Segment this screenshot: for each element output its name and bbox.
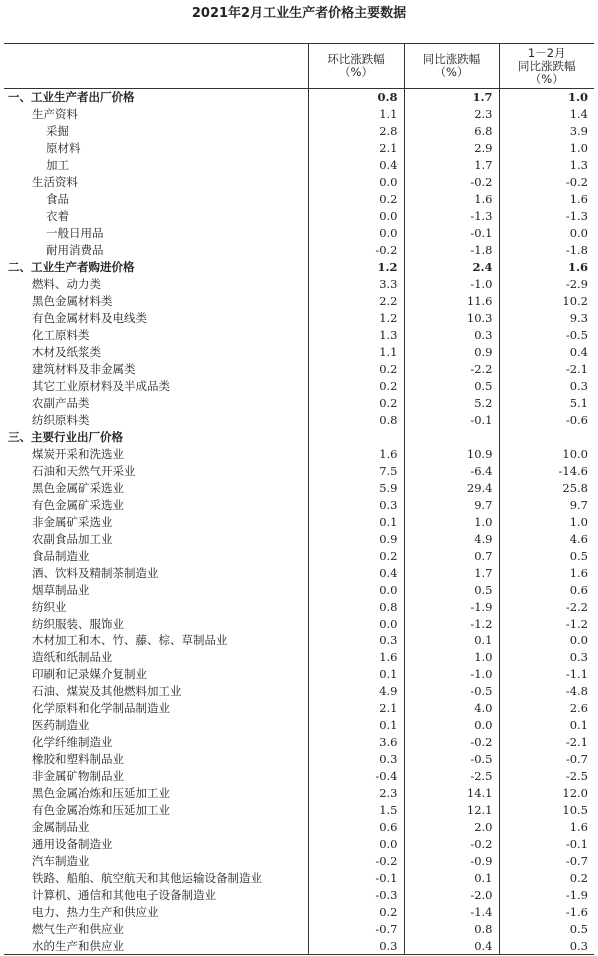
yoy-value: 10.9 [404, 445, 499, 462]
row-label: 煤炭开采和洗选业 [32, 446, 124, 461]
price-data-table [4, 43, 594, 955]
yoy-value: 2.9 [404, 140, 499, 157]
mom-value: 4.9 [308, 683, 404, 700]
mom-value: 1.3 [308, 327, 404, 344]
row-label: 二、工业生产者购进价格 [8, 260, 135, 275]
ytd-value: -2.2 [499, 598, 594, 615]
row-label: 生产资料 [32, 107, 78, 122]
yoy-value: 0.5 [404, 581, 499, 598]
ytd-value: -14.6 [499, 462, 594, 479]
yoy-value: 0.1 [404, 870, 499, 887]
yoy-value: 0.0 [404, 717, 499, 734]
row-label: 烟草制品业 [32, 582, 90, 597]
mom-value: 0.8 [308, 598, 404, 615]
row-label: 三、主要行业出厂价格 [8, 429, 123, 444]
table-row [4, 700, 594, 717]
yoy-value: 29.4 [404, 479, 499, 496]
mom-value: 7.5 [308, 462, 404, 479]
yoy-value: 11.6 [404, 293, 499, 310]
ytd-value: 0.0 [499, 225, 594, 242]
yoy-value: -2.5 [404, 768, 499, 785]
mom-value: 0.8 [308, 411, 404, 428]
ytd-value: 1.0 [499, 513, 594, 530]
yoy-value: 4.0 [404, 700, 499, 717]
table-row [4, 547, 594, 564]
header-ytd [499, 44, 594, 89]
ytd-value: 1.0 [499, 140, 594, 157]
header-ytd-line1: 1－2月 [527, 45, 566, 60]
page-title: 2021年2月工业生产者价格主要数据 [191, 6, 407, 21]
mom-value: 1.2 [308, 310, 404, 327]
table-row [4, 157, 594, 174]
row-label: 计算机、通信和其他电子设备制造业 [32, 888, 216, 903]
row-label: 一、工业生产者出厂价格 [8, 90, 135, 105]
row-label: 有色金属材料及电线类 [32, 311, 147, 326]
ytd-value: 1.6 [499, 259, 594, 276]
table-row [4, 887, 594, 904]
header-ytd-line2: 同比涨跌幅 [518, 58, 576, 73]
row-label: 纺织业 [32, 599, 67, 614]
row-label: 建筑材料及非金属类 [32, 361, 136, 376]
ytd-value: 1.4 [499, 106, 594, 123]
mom-value: 3.6 [308, 734, 404, 751]
row-label: 农副食品加工业 [32, 531, 113, 546]
row-label: 采掘 [46, 124, 69, 139]
ytd-value: -0.7 [499, 751, 594, 768]
ytd-value: 0.4 [499, 344, 594, 361]
row-label: 石油和天然气开采业 [32, 463, 136, 478]
yoy-value: -6.4 [404, 462, 499, 479]
ytd-value: -0.7 [499, 853, 594, 870]
table-body [4, 89, 594, 955]
table-row [4, 785, 594, 802]
mom-value [308, 428, 404, 445]
table-row [4, 581, 594, 598]
row-label: 酒、饮料及精制茶制造业 [32, 565, 159, 580]
row-label: 化学纤维制造业 [32, 735, 113, 750]
mom-value: 0.3 [308, 496, 404, 513]
yoy-value: 9.7 [404, 496, 499, 513]
mom-value: 1.1 [308, 106, 404, 123]
mom-value: -0.2 [308, 853, 404, 870]
table-row [4, 598, 594, 615]
row-label: 木材及纸浆类 [32, 345, 101, 360]
ytd-value: -0.5 [499, 327, 594, 344]
row-label: 有色金属冶炼和压延加工业 [32, 803, 170, 818]
table-row [4, 276, 594, 293]
mom-value: 0.1 [308, 666, 404, 683]
table-row [4, 836, 594, 853]
mom-value: 1.5 [308, 802, 404, 819]
table-row [4, 310, 594, 327]
row-label: 纺织原料类 [32, 412, 90, 427]
yoy-value: -1.8 [404, 242, 499, 259]
mom-value: -0.4 [308, 768, 404, 785]
yoy-value: -1.4 [404, 904, 499, 921]
yoy-value: 2.3 [404, 106, 499, 123]
table-row [4, 564, 594, 581]
row-label: 金属制品业 [32, 820, 90, 835]
table-row [4, 242, 594, 259]
table-row [4, 683, 594, 700]
row-label: 橡胶和塑料制品业 [32, 752, 124, 767]
yoy-value: 5.2 [404, 394, 499, 411]
mom-value: 0.2 [308, 547, 404, 564]
row-label: 有色金属矿采选业 [32, 497, 124, 512]
table-row [4, 853, 594, 870]
yoy-value: -1.0 [404, 276, 499, 293]
ytd-value: 10.2 [499, 293, 594, 310]
ytd-value: 12.0 [499, 785, 594, 802]
yoy-value: -0.1 [404, 225, 499, 242]
yoy-value: -1.9 [404, 598, 499, 615]
header-mom [308, 44, 404, 89]
ytd-value: 0.5 [499, 547, 594, 564]
row-label: 黑色金属冶炼和压延加工业 [32, 786, 170, 801]
mom-value: 0.1 [308, 717, 404, 734]
ytd-value: 0.2 [499, 870, 594, 887]
row-label: 黑色金属材料类 [32, 294, 113, 309]
row-label: 造纸和纸制品业 [32, 650, 113, 665]
row-label: 电力、热力生产和供应业 [32, 904, 159, 919]
mom-value: 0.4 [308, 564, 404, 581]
yoy-value: 2.4 [404, 259, 499, 276]
mom-value: 0.2 [308, 191, 404, 208]
mom-value: 0.2 [308, 361, 404, 378]
mom-value: 2.1 [308, 700, 404, 717]
ytd-value: -4.8 [499, 683, 594, 700]
yoy-value: 0.8 [404, 920, 499, 937]
row-label: 燃气生产和供应业 [32, 921, 124, 936]
yoy-value: 14.1 [404, 785, 499, 802]
ytd-value: -2.5 [499, 768, 594, 785]
table-row [4, 904, 594, 921]
ytd-value: -2.1 [499, 361, 594, 378]
header-item-name [4, 44, 308, 89]
row-label: 食品 [46, 192, 69, 207]
table-header-row [4, 44, 594, 89]
yoy-value: 4.9 [404, 530, 499, 547]
mom-value: 0.0 [308, 225, 404, 242]
ytd-value: 9.3 [499, 310, 594, 327]
yoy-value: 0.7 [404, 547, 499, 564]
row-label: 食品制造业 [32, 548, 90, 563]
ytd-value: 10.0 [499, 445, 594, 462]
table-row [4, 208, 594, 225]
ytd-value: 9.7 [499, 496, 594, 513]
ytd-value: 5.1 [499, 394, 594, 411]
mom-value: 3.3 [308, 276, 404, 293]
ytd-value: -1.6 [499, 904, 594, 921]
table-row [4, 462, 594, 479]
ytd-value: 1.6 [499, 191, 594, 208]
yoy-value: -0.2 [404, 174, 499, 191]
header-yoy-line1: 同比涨跌幅 [422, 52, 481, 66]
mom-value: 0.0 [308, 174, 404, 191]
table-row [4, 666, 594, 683]
mom-value: 0.3 [308, 937, 404, 954]
table-row [4, 327, 594, 344]
yoy-value: -0.5 [404, 683, 499, 700]
table-row [4, 768, 594, 785]
mom-value: 0.3 [308, 632, 404, 649]
mom-value: 0.0 [308, 581, 404, 598]
yoy-value: 0.1 [404, 632, 499, 649]
table-row [4, 751, 594, 768]
table-row [4, 734, 594, 751]
mom-value: 0.4 [308, 157, 404, 174]
mom-value: -0.1 [308, 870, 404, 887]
row-label: 农副产品类 [32, 395, 90, 410]
yoy-value: -0.2 [404, 836, 499, 853]
row-label: 其它工业原材料及半成品类 [32, 378, 170, 393]
yoy-value: 1.0 [404, 513, 499, 530]
table-row [4, 819, 594, 836]
row-label: 化工原料类 [32, 328, 90, 343]
mom-value: 0.8 [308, 89, 404, 106]
ytd-value: 1.6 [499, 564, 594, 581]
yoy-value: -1.3 [404, 208, 499, 225]
table-row [4, 123, 594, 140]
yoy-value: 6.8 [404, 123, 499, 140]
row-label: 原材料 [46, 141, 81, 156]
mom-value: 0.0 [308, 615, 404, 632]
ytd-value: -1.8 [499, 242, 594, 259]
yoy-value: 0.9 [404, 344, 499, 361]
table-row [4, 293, 594, 310]
row-label: 耐用消费品 [46, 243, 104, 258]
ytd-value: 0.0 [499, 632, 594, 649]
yoy-value: 0.3 [404, 327, 499, 344]
mom-value: 0.0 [308, 208, 404, 225]
mom-value: 2.3 [308, 785, 404, 802]
ytd-value: -2.1 [499, 734, 594, 751]
yoy-value: 10.3 [404, 310, 499, 327]
table-row [4, 106, 594, 123]
ytd-value: 4.6 [499, 530, 594, 547]
table-row [4, 496, 594, 513]
table-row [4, 870, 594, 887]
table-row [4, 140, 594, 157]
ytd-value: 0.3 [499, 377, 594, 394]
yoy-value: -0.2 [404, 734, 499, 751]
yoy-value [404, 428, 499, 445]
yoy-value: -0.9 [404, 853, 499, 870]
table-row [4, 649, 594, 666]
yoy-value: 2.0 [404, 819, 499, 836]
row-label: 印刷和记录媒介复制业 [32, 667, 147, 682]
mom-value: 0.3 [308, 751, 404, 768]
row-label: 衣着 [46, 209, 69, 224]
ytd-value: -1.9 [499, 887, 594, 904]
mom-value: 0.2 [308, 904, 404, 921]
table-row [4, 513, 594, 530]
header-yoy-line2: （%） [434, 65, 469, 79]
table-row [4, 479, 594, 496]
ytd-value: 10.5 [499, 802, 594, 819]
header-yoy [404, 44, 499, 89]
ytd-value: 0.6 [499, 581, 594, 598]
row-label: 水的生产和供应业 [4, 937, 308, 954]
mom-value: -0.7 [308, 920, 404, 937]
mom-value: 0.0 [308, 836, 404, 853]
yoy-value: -2.2 [404, 361, 499, 378]
ytd-value: -0.2 [499, 174, 594, 191]
ytd-value: 1.3 [499, 157, 594, 174]
mom-value: 2.8 [308, 123, 404, 140]
ytd-value: -2.9 [499, 276, 594, 293]
header-ytd-line3: （%） [529, 71, 564, 86]
table-row [4, 361, 594, 378]
row-label: 化学原料和化学制品制造业 [32, 701, 170, 716]
yoy-value: -1.2 [404, 615, 499, 632]
table-row [4, 937, 594, 954]
ytd-value: -0.6 [499, 411, 594, 428]
mom-value: -0.3 [308, 887, 404, 904]
yoy-value: -2.0 [404, 887, 499, 904]
yoy-value: 12.1 [404, 802, 499, 819]
mom-value: 0.2 [308, 377, 404, 394]
table-row [4, 174, 594, 191]
table-row [4, 632, 594, 649]
yoy-value: 1.0 [404, 649, 499, 666]
mom-value: 0.6 [308, 819, 404, 836]
table-row [4, 445, 594, 462]
table-row [4, 717, 594, 734]
row-label: 黑色金属矿采选业 [32, 480, 124, 495]
row-label: 燃料、动力类 [32, 277, 101, 292]
ytd-value: 0.3 [499, 649, 594, 666]
mom-value: 2.1 [308, 140, 404, 157]
mom-value: 1.1 [308, 344, 404, 361]
row-label: 非金属矿物制品业 [32, 769, 124, 784]
mom-value: 1.2 [308, 259, 404, 276]
ytd-value: 25.8 [499, 479, 594, 496]
row-label: 通用设备制造业 [32, 837, 113, 852]
ytd-value: 0.1 [499, 717, 594, 734]
table-row [4, 377, 594, 394]
ytd-value: 3.9 [499, 123, 594, 140]
row-label: 生活资料 [32, 175, 78, 190]
mom-value: 2.2 [308, 293, 404, 310]
row-label: 非金属矿采选业 [32, 514, 113, 529]
header-mom-line1: 环比涨跌幅 [327, 52, 385, 66]
section-row [4, 259, 594, 276]
yoy-value: -0.1 [404, 411, 499, 428]
ytd-value: 0.5 [499, 920, 594, 937]
row-label: 纺织服装、服饰业 [32, 616, 124, 631]
ytd-value: -0.1 [499, 836, 594, 853]
mom-value: 5.9 [308, 479, 404, 496]
ytd-value: -1.3 [499, 208, 594, 225]
yoy-value: 1.7 [404, 157, 499, 174]
yoy-value: 0.4 [404, 937, 499, 954]
yoy-value: 1.7 [404, 89, 499, 106]
ytd-value [499, 428, 594, 445]
mom-value: -0.2 [308, 242, 404, 259]
row-label: 一般日用品 [46, 226, 104, 241]
section-row [4, 428, 594, 445]
mom-value: 0.1 [308, 513, 404, 530]
ytd-value: -1.1 [499, 666, 594, 683]
ytd-value: -1.2 [499, 615, 594, 632]
table-row [4, 411, 594, 428]
ytd-value: 1.6 [499, 819, 594, 836]
yoy-value: 0.5 [404, 377, 499, 394]
table-row [4, 225, 594, 242]
mom-value: 1.6 [308, 649, 404, 666]
row-label: 铁路、船舶、航空航天和其他运输设备制造业 [32, 871, 262, 886]
ytd-value: 0.3 [499, 937, 594, 954]
ytd-value: 1.0 [499, 89, 594, 106]
row-label: 医药制造业 [32, 718, 90, 733]
section-row [4, 89, 594, 106]
mom-value: 0.2 [308, 394, 404, 411]
yoy-value: -1.0 [404, 666, 499, 683]
table-row [4, 615, 594, 632]
row-label: 石油、煤炭及其他燃料加工业 [32, 684, 182, 699]
mom-value: 0.9 [308, 530, 404, 547]
yoy-value: -0.5 [404, 751, 499, 768]
header-mom-line2: （%） [339, 65, 373, 79]
row-label: 汽车制造业 [32, 854, 90, 869]
table-row [4, 344, 594, 361]
table-row [4, 394, 594, 411]
mom-value: 1.6 [308, 445, 404, 462]
row-label: 加工 [46, 158, 69, 173]
table-row [4, 802, 594, 819]
row-label: 木材加工和木、竹、藤、棕、草制品业 [32, 633, 228, 648]
ytd-value: 2.6 [499, 700, 594, 717]
table-row [4, 191, 594, 208]
table-row [4, 530, 594, 547]
yoy-value: 1.6 [404, 191, 499, 208]
table-row [4, 920, 594, 937]
yoy-value: 1.7 [404, 564, 499, 581]
